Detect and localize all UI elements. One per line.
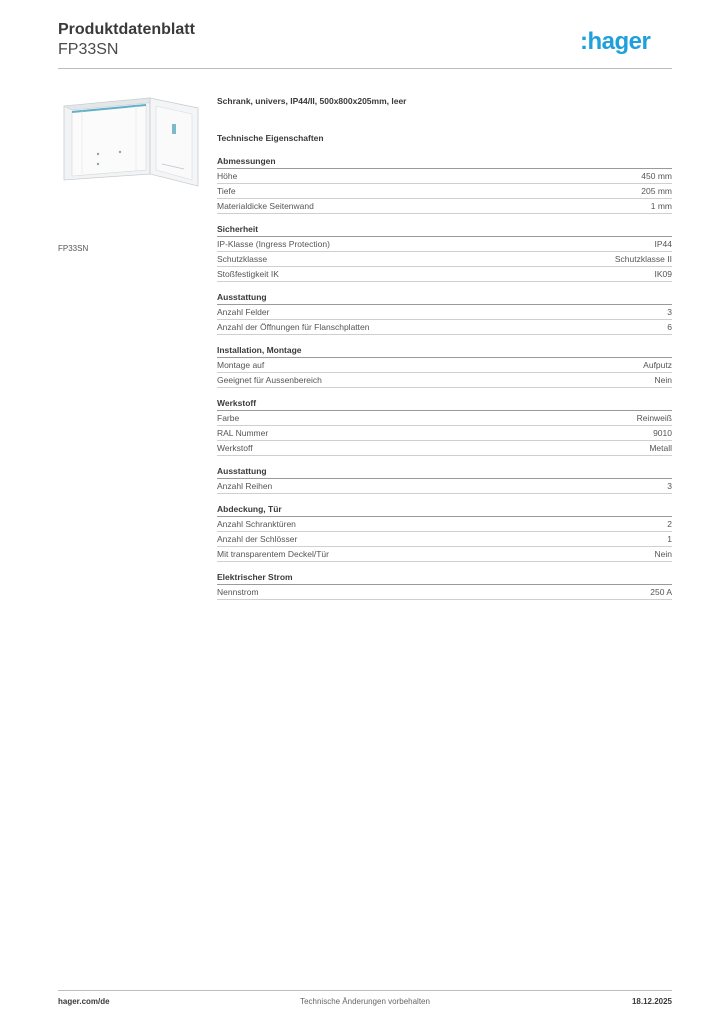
property-section xyxy=(217,397,672,456)
property-value: 3 xyxy=(667,481,672,491)
property-label: Werkstoff xyxy=(217,443,253,453)
property-row xyxy=(217,320,672,335)
svg-text::hager: :hager xyxy=(580,28,651,55)
page-header xyxy=(58,20,672,60)
property-value: 9010 xyxy=(653,428,672,438)
property-label: Mit transparentem Deckel/Tür xyxy=(217,549,329,559)
property-row xyxy=(217,199,672,214)
property-label: Montage auf xyxy=(217,360,265,370)
property-value: Nein xyxy=(654,549,672,559)
property-label: Anzahl Schranktüren xyxy=(217,519,296,529)
property-label: IP-Klasse (Ingress Protection) xyxy=(217,239,330,249)
property-row xyxy=(217,184,672,199)
image-caption: FP33SN xyxy=(58,244,89,253)
property-value: 250 A xyxy=(650,587,672,597)
property-value: 3 xyxy=(667,307,672,317)
property-section xyxy=(217,291,672,335)
property-row xyxy=(217,237,672,252)
property-section xyxy=(217,571,672,600)
property-row xyxy=(217,169,672,184)
property-row xyxy=(217,532,672,547)
property-value: 1 xyxy=(667,534,672,544)
hager-logo xyxy=(580,28,672,56)
property-value: 2 xyxy=(667,519,672,529)
property-label: Nennstrom xyxy=(217,587,259,597)
property-section xyxy=(217,155,672,214)
property-label: RAL Nummer xyxy=(217,428,269,438)
property-label: Tiefe xyxy=(217,186,236,196)
property-value: Aufputz xyxy=(643,360,672,370)
property-label: Geeignet für Aussenbereich xyxy=(217,375,322,385)
section-title: Ausstattung xyxy=(217,291,672,305)
footer-date: 18.12.2025 xyxy=(631,997,672,1006)
property-label: Anzahl Felder xyxy=(217,307,270,317)
footer-notice: Technische Änderungen vorbehalten xyxy=(300,997,430,1006)
property-row xyxy=(217,252,672,267)
property-value: 450 mm xyxy=(641,171,672,181)
property-value: IP44 xyxy=(654,239,672,249)
section-title: Abmessungen xyxy=(217,155,672,169)
section-title: Elektrischer Strom xyxy=(217,571,672,585)
property-label: Anzahl der Schlösser xyxy=(217,534,298,544)
property-value: Metall xyxy=(649,443,672,453)
property-label: Stoßfestigkeit IK xyxy=(217,269,279,279)
property-row xyxy=(217,585,672,600)
property-value: 1 mm xyxy=(650,201,672,211)
property-row xyxy=(217,267,672,282)
property-row xyxy=(217,547,672,562)
header-divider xyxy=(58,68,672,69)
property-label: Anzahl der Öffnungen für Flanschplatten xyxy=(217,322,370,332)
property-label: Materialdicke Seitenwand xyxy=(217,201,314,211)
property-section xyxy=(217,344,672,388)
property-label: Anzahl Reihen xyxy=(217,481,273,491)
property-section xyxy=(217,465,672,494)
property-row xyxy=(217,411,672,426)
property-row xyxy=(217,305,672,320)
property-row xyxy=(217,373,672,388)
property-row xyxy=(217,479,672,494)
section-title: Installation, Montage xyxy=(217,344,672,358)
property-value: Nein xyxy=(654,375,672,385)
property-value: IK09 xyxy=(654,269,672,279)
product-image xyxy=(58,94,204,232)
property-row xyxy=(217,426,672,441)
section-title: Abdeckung, Tür xyxy=(217,503,672,517)
property-label: Höhe xyxy=(217,171,238,181)
property-row xyxy=(217,441,672,456)
property-row xyxy=(217,517,672,532)
document-title: Produktdatenblatt xyxy=(58,21,195,38)
product-code: FP33SN xyxy=(58,41,119,58)
footer-divider xyxy=(58,990,672,991)
property-section xyxy=(217,503,672,562)
property-row xyxy=(217,358,672,373)
property-value: 6 xyxy=(667,322,672,332)
property-value: Schutzklasse II xyxy=(614,254,672,264)
section-title: Ausstattung xyxy=(217,465,672,479)
section-title: Werkstoff xyxy=(217,397,672,411)
property-value: Reinweiß xyxy=(636,413,672,423)
technical-properties-heading: Technische Eigenschaften xyxy=(217,133,324,143)
footer-website: hager.com/de xyxy=(58,997,110,1006)
page-footer xyxy=(58,997,672,1009)
product-data-table xyxy=(217,96,672,609)
section-title: Sicherheit xyxy=(217,223,672,237)
property-value: 205 mm xyxy=(641,186,672,196)
product-description: Schrank, univers, IP44/II, 500x800x205mm, leer xyxy=(217,96,407,106)
property-label: Farbe xyxy=(217,413,240,423)
property-sections xyxy=(217,155,672,600)
property-label: Schutzklasse xyxy=(217,254,268,264)
property-section xyxy=(217,223,672,282)
